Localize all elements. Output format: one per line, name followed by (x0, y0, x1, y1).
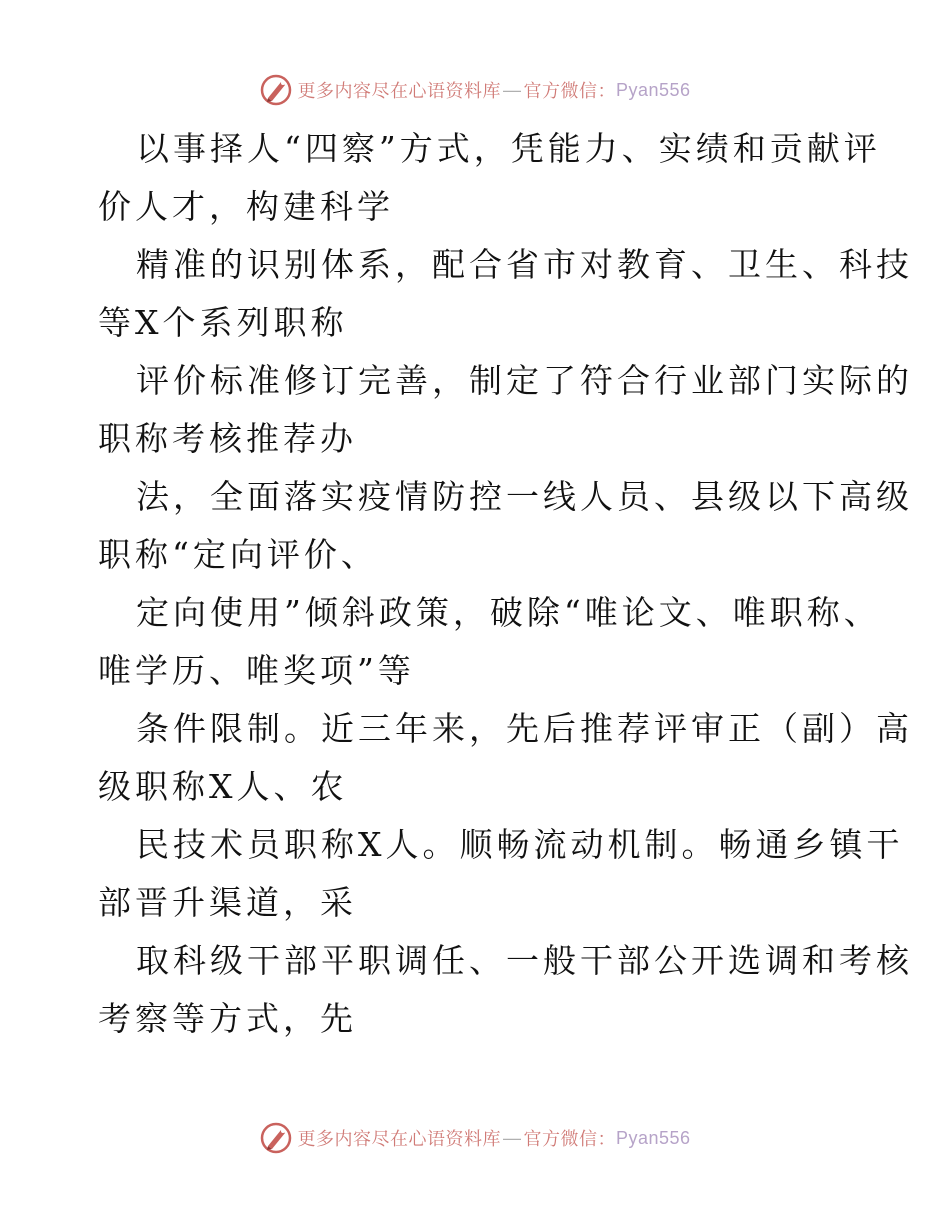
watermark-site: 更多内容尽在心语资料库 (297, 81, 501, 102)
text-line: 精准的识别体系，配合省市对教育、卫生、科技 (136, 245, 913, 284)
watermark-label: 官方微信： (523, 81, 616, 102)
text-line: 评价标准修订完善，制定了符合行业部门实际的 (136, 361, 913, 400)
text-line: 法，全面落实疫情防控一线人员、县级以下高级 (136, 477, 913, 516)
text-line: 唯学历、唯奖项”等 (98, 651, 415, 690)
text-line: 职称考核推荐办 (98, 419, 357, 458)
pen-logo-icon (259, 1121, 293, 1155)
text-line: 以事择人“四察”方式，凭能力、实绩和贡献评 (136, 129, 881, 168)
watermark-separator: — (502, 79, 522, 100)
text-line: 部晋升渠道，采 (98, 883, 357, 922)
header-watermark (0, 70, 950, 110)
text-line: 职称“定向评价、 (98, 535, 378, 574)
text-line: 定向使用”倾斜政策，破除“唯论文、唯职称、 (136, 593, 881, 632)
text-line: 取科级干部平职调任、一般干部公开选调和考核 (136, 941, 913, 980)
footer-watermark (0, 1118, 950, 1158)
watermark-label: 官方微信： (523, 1129, 616, 1150)
text-line: 等X个系列职称 (98, 303, 348, 342)
text-line: 级职称X人、农 (98, 767, 348, 806)
text-line: 考察等方式，先 (98, 999, 357, 1038)
document-body (98, 120, 913, 1048)
text-line: 民技术员职称X人。顺畅流动机制。畅通乡镇干 (136, 825, 904, 864)
pen-logo-icon (259, 73, 293, 107)
watermark-account: Pyan556 (615, 79, 691, 100)
text-line: 价人才，构建科学 (98, 187, 394, 226)
watermark-site: 更多内容尽在心语资料库 (297, 1129, 501, 1150)
watermark-separator: — (502, 1127, 522, 1148)
text-line: 条件限制。近三年来，先后推荐评审正（副）高 (136, 709, 913, 748)
watermark-account: Pyan556 (615, 1127, 691, 1148)
